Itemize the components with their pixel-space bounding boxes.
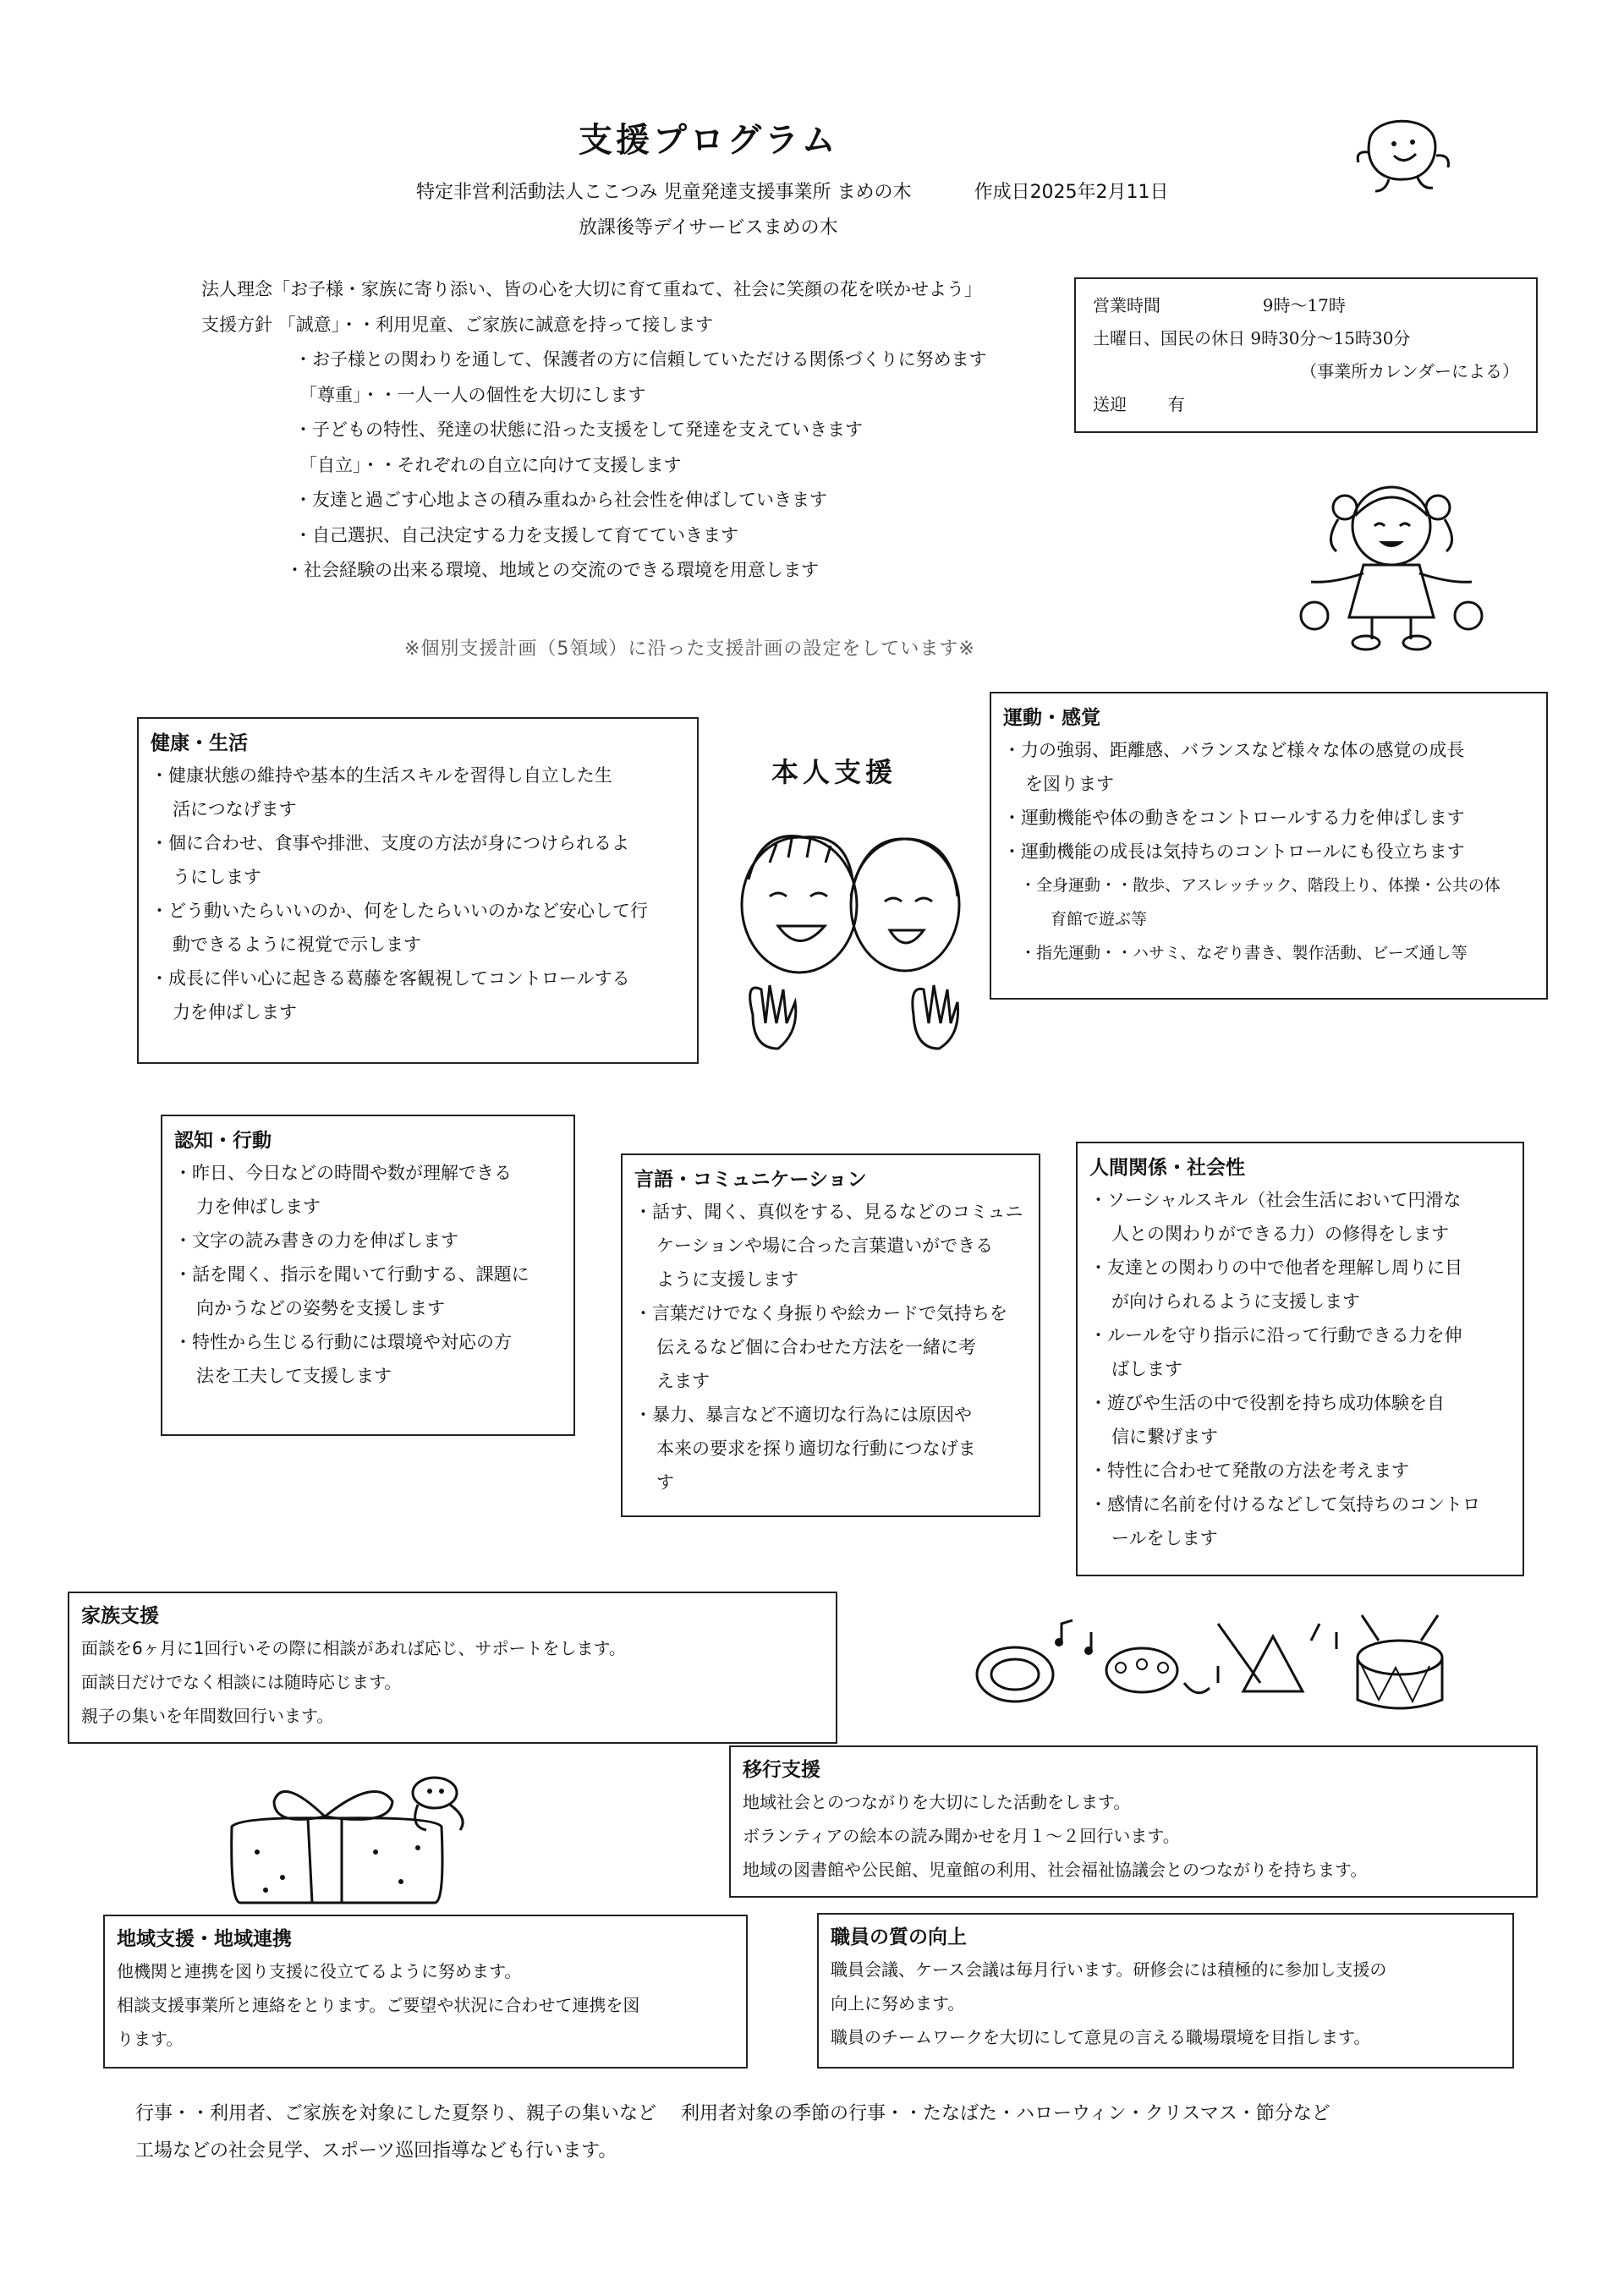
list-item: うにします — [173, 867, 261, 887]
policy-line: 支援方針 「誠意」・・利用児童、ご家族に誠意を持って接します — [201, 314, 714, 335]
list-item: ります。 — [117, 2029, 184, 2049]
list-item: 地域の図書館や公民館、児童館の利用、社会福祉協議会とのつながりを持ちます。 — [743, 1860, 1368, 1880]
cognition-behavior-box — [161, 1115, 575, 1436]
business-hours-box — [1074, 277, 1538, 433]
policy-line: ・社会経験の出来る環境、地域との交流のできる環境を用意します — [286, 560, 819, 580]
list-item: 活につなげます — [173, 799, 297, 819]
list-item: ・健康状態の維持や基本的生活スキルを習得し自立した生 — [151, 765, 612, 786]
list-item: ・個に合わせ、食事や排泄、支度の方法が身につけられるよ — [151, 833, 629, 853]
box-title: 運動・感覚 — [1003, 707, 1100, 729]
list-item: ・運動機能の成長は気持ちのコントロールにも役立ちます — [1003, 841, 1465, 862]
list-item: ボランティアの絵本の読み聞かせを月１～２回行います。 — [743, 1826, 1180, 1846]
list-item: ・運動機能や体の動きをコントロールする力を伸ばします — [1003, 808, 1465, 828]
events-section — [135, 2096, 1330, 2170]
community-support-box — [103, 1915, 748, 2069]
philosophy-section — [201, 276, 987, 592]
list-item: 育館で遊ぶ等 — [1051, 910, 1148, 929]
children-illustration — [736, 820, 964, 1074]
staff-quality-box — [817, 1913, 1514, 2069]
list-item: を図ります — [1025, 774, 1114, 794]
list-item: 相談支援事業所と連絡をとります。ご要望や状況に合わせて連携を図 — [117, 1995, 640, 2015]
list-item: ように支援します — [656, 1269, 798, 1290]
weekday-label: 営業時間 — [1093, 295, 1160, 315]
created-date: 作成日2025年2月11日 — [974, 182, 1169, 203]
list-item: 他機関と連携を図り支援に役立てるように努めます。 — [117, 1961, 522, 1981]
policy-line: 「自立」・・それぞれの自立に向けて支援します — [299, 454, 682, 475]
list-item: 面談日だけでなく相談には随時応じます。 — [81, 1672, 402, 1692]
service-name: 放課後等デイサービスまめの木 — [579, 217, 838, 238]
list-item: 人との関わりができる力）の修得をします — [1111, 1224, 1449, 1244]
list-item: 親子の集いを年間数回行います。 — [81, 1706, 334, 1726]
list-item: ・指先運動・・ハサミ、なぞり書き、製作活動、ビーズ通し等 — [1020, 944, 1468, 962]
organization-line — [416, 178, 1169, 204]
list-item: 面談を6ヶ月に1回行いその際に相談があれば応じ、サポートをします。 — [81, 1638, 626, 1658]
policy-line: ・友達と過ごす心地よさの積み重ねから社会性を伸ばしていきます — [294, 490, 827, 510]
list-item: 向かうなどの姿勢を支援します — [196, 1298, 445, 1318]
policy-line: ・自己選択、自己決定する力を支援して育てていきます — [294, 524, 738, 545]
transport-value: 有 — [1167, 394, 1185, 414]
list-item: ・話を聞く、指示を聞いて行動する、課題に — [174, 1264, 529, 1285]
list-item: 地域社会とのつながりを大切にした活動をします。 — [743, 1792, 1131, 1812]
policy-line: ・お子様との関わりを通して、保護者の方に信頼していただける関係づくりに努めます — [294, 349, 987, 370]
motor-sensory-box — [990, 692, 1548, 1000]
music-instruments-illustration — [964, 1607, 1455, 1717]
list-item: ・感情に名前を付けるなどして気持ちのコントロ — [1089, 1494, 1480, 1515]
list-item: ・ルールを守り指示に沿って行動できる力を伸 — [1089, 1325, 1462, 1345]
events-line: 工場などの社会見学、スポーツ巡回指導なども行います。 — [135, 2140, 617, 2162]
list-item: ・どう動いたらいいのか、何をしたらいいのかなど安心して行 — [151, 901, 648, 921]
transport-label: 送迎 — [1093, 394, 1127, 414]
philosophy-line: 法人理念「お子様・家族に寄り添い、皆の心を大切に育て重ねて、社会に笑顔の花を咲かせよう」 — [201, 279, 983, 299]
family-support-box — [68, 1592, 837, 1744]
list-item: 本来の要求を探り適切な行動につなげま — [656, 1438, 976, 1459]
box-title: 人間関係・社会性 — [1089, 1157, 1245, 1179]
box-title: 認知・行動 — [174, 1130, 272, 1152]
list-item: えます — [656, 1371, 710, 1391]
organization-name: 特定非営利活動法人ここつみ 児童発達支援事業所 まめの木 — [416, 182, 912, 203]
list-item: ケーションや場に合った言葉遣いができる — [656, 1236, 994, 1256]
list-item: 伝えるなど個に合わせた方法を一緒に考 — [656, 1337, 976, 1357]
list-item: ・成長に伴い心に起きる葛藤を客観視してコントロールする — [151, 968, 630, 989]
box-title: 健康・生活 — [151, 732, 248, 754]
events-line: 行事・・利用者、ご家族を対象にした夏祭り、親子の集いなど 利用者対象の季節の行事・・たなばた・ハローウィン・クリスマス・節分など — [135, 2103, 1330, 2124]
list-item: ・力の強弱、距離感、バランスなど様々な体の感覚の成長 — [1003, 740, 1465, 760]
calendar-note: （事業所カレンダーによる） — [1300, 361, 1519, 381]
girl-illustration — [1294, 474, 1489, 655]
list-item: ・特性から生じる行動には環境や対応の方 — [174, 1332, 512, 1352]
list-item: 向上に努めます。 — [831, 1993, 965, 2014]
list-item: す — [656, 1472, 674, 1493]
list-item: 法を工夫して支援します — [196, 1366, 392, 1386]
list-item: ・昨日、今日などの時間や数が理解できる — [174, 1163, 512, 1183]
list-item: ・文字の読み書きの力を伸ばします — [174, 1230, 458, 1251]
list-item: 信に繋げます — [1111, 1427, 1218, 1447]
policy-line: ・子どもの特性、発達の状態に沿った支援をして発達を支えていきます — [294, 419, 863, 440]
list-item: ・ソーシャルスキル（社会生活において円滑な — [1089, 1190, 1462, 1210]
list-item: 力を伸ばします — [196, 1197, 321, 1217]
box-title: 言語・コミュニケーション — [634, 1169, 867, 1191]
list-item: ・全身運動・・散歩、アスレッチック、階段上り、体操・公共の体 — [1020, 876, 1501, 895]
transition-support-box — [729, 1745, 1538, 1898]
page-title: 支援プログラム — [579, 121, 839, 160]
language-communication-box — [621, 1153, 1040, 1517]
list-item: ・遊びや生活の中で役割を持ち成功体験を自 — [1089, 1393, 1445, 1413]
list-item: ・暴力、暴言など不適切な行為には原因や — [634, 1405, 972, 1425]
list-item: 動できるように視覚で示します — [173, 934, 421, 955]
list-item: 職員のチームワークを大切にして意見の言える職場環境を目指します。 — [831, 2027, 1371, 2047]
list-item: が向けられるように支援します — [1111, 1291, 1360, 1312]
box-title: 家族支援 — [81, 1605, 159, 1627]
list-item: ・話す、聞く、真似をする、見るなどのコミュニ — [634, 1202, 1023, 1222]
plan-note: ※個別支援計画（5領域）に沿った支援計画の設定をしています※ — [404, 638, 975, 660]
list-item: ールをします — [1111, 1528, 1218, 1548]
relationships-sociality-box — [1076, 1142, 1524, 1576]
list-item: 力を伸ばします — [173, 1002, 297, 1022]
weekday-time: 9時～17時 — [1262, 295, 1346, 315]
box-title: 移行支援 — [743, 1759, 820, 1781]
gift-illustration — [223, 1767, 486, 1911]
list-item: ・言葉だけでなく身振りや絵カードで気持ちを — [634, 1303, 1007, 1323]
list-item: 職員会議、ケース会議は毎月行います。研修会には積極的に参加し支援の — [831, 1959, 1387, 1980]
bean-mascot-illustration — [1345, 112, 1463, 196]
box-title: 職員の質の向上 — [831, 1926, 967, 1948]
honnin-support-label: 本人支援 — [771, 756, 897, 788]
holiday-hours: 土曜日、国民の休日 9時30分～15時30分 — [1093, 328, 1411, 348]
box-title: 地域支援・地域連携 — [117, 1928, 292, 1950]
list-item: ・友達との関わりの中で他者を理解し周りに目 — [1089, 1258, 1462, 1278]
list-item: ばします — [1111, 1359, 1182, 1379]
list-item: ・特性に合わせて発散の方法を考えます — [1089, 1460, 1409, 1481]
health-life-box — [137, 717, 699, 1064]
policy-line: 「尊重」・・一人一人の個性を大切にします — [299, 384, 646, 405]
